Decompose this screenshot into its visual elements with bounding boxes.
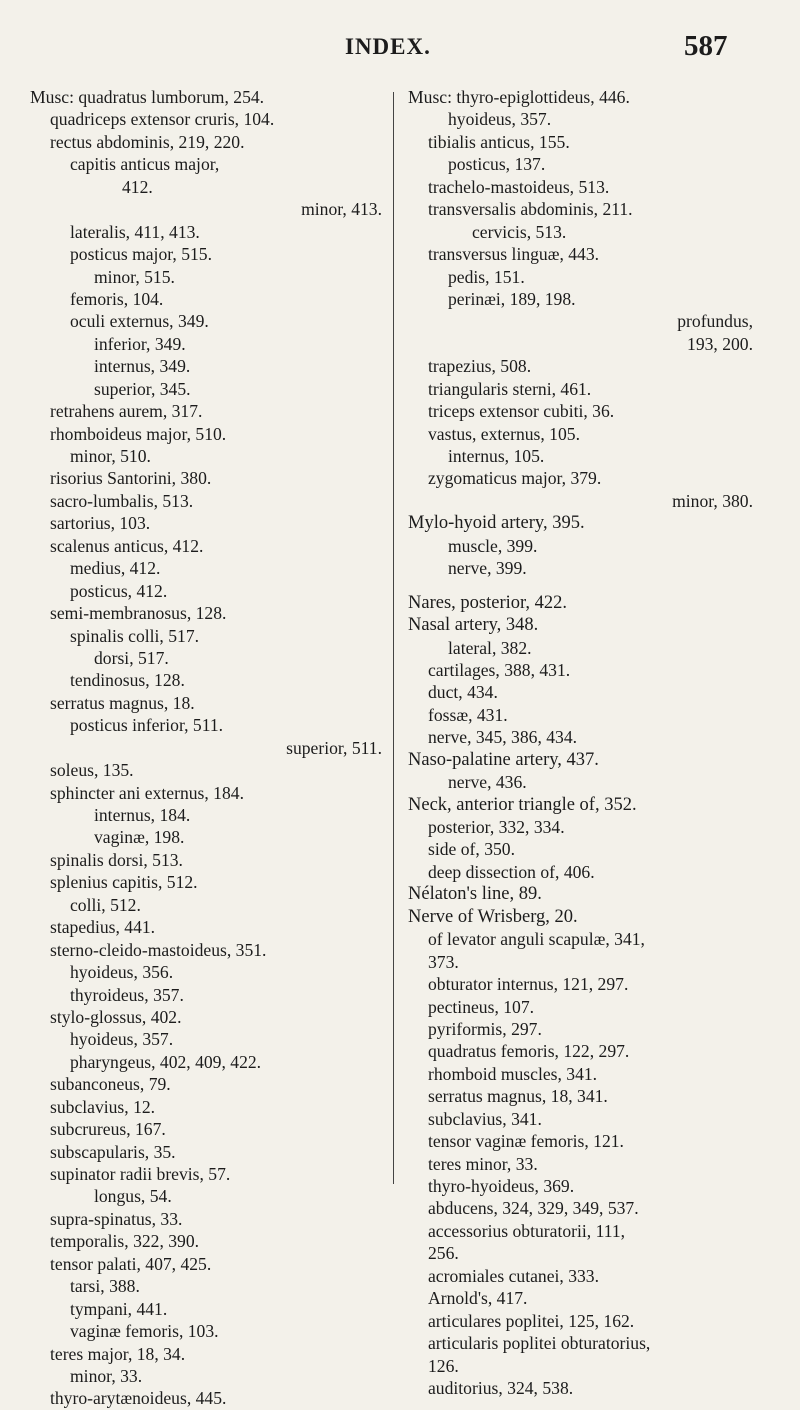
index-entry: posticus, 412. (70, 580, 168, 601)
index-entry: longus, 54. (94, 1186, 172, 1207)
index-heading-entry: Musc: quadratus lumborum, 254. (30, 87, 265, 107)
index-entry: subclavius, 341. (428, 1108, 542, 1129)
index-entry: of levator anguli scapulæ, 341, (428, 929, 645, 950)
index-entry: abducens, 324, 329, 349, 537. (428, 1198, 639, 1219)
column-divider (393, 92, 394, 1184)
index-entry: rectus abdominis, 219, 220. (50, 131, 245, 152)
index-entry: rhomboideus major, 510. (50, 423, 227, 444)
index-entry: nerve, 436. (448, 772, 527, 793)
index-entry: nerve, 399. (448, 558, 527, 579)
index-entry: inferior, 349. (94, 333, 186, 354)
index-entry: splenius capitis, 512. (50, 872, 198, 893)
index-entry: subscapularis, 35. (50, 1141, 176, 1162)
index-entry: thyro-arytænoideus, 445. (50, 1388, 227, 1409)
index-entry: duct, 434. (428, 682, 498, 703)
index-entry: spinalis dorsi, 513. (50, 849, 183, 870)
index-entry: articularis poplitei obturatorius, (428, 1333, 651, 1354)
index-entry: profundus, (677, 311, 753, 332)
index-entry: temporalis, 322, 390. (50, 1231, 200, 1252)
index-entry: 193, 200. (687, 333, 753, 354)
index-entry: dorsi, 517. (94, 647, 169, 668)
index-entry: sartorius, 103. (50, 513, 151, 534)
index-entry: triangularis sterni, 461. (428, 378, 592, 399)
index-entry: thyroideus, 357. (70, 984, 184, 1005)
index-column-left (30, 86, 390, 1410)
index-entry: trapezius, 508. (428, 356, 532, 377)
index-entry: vaginæ femoris, 103. (70, 1321, 219, 1342)
index-entry: hyoideus, 356. (70, 962, 174, 983)
index-entry: triceps extensor cubiti, 36. (428, 401, 615, 422)
index-entry: subanconeus, 79. (50, 1074, 171, 1095)
index-entry: sphincter ani externus, 184. (50, 782, 244, 803)
index-entry: transversalis abdominis, 211. (428, 199, 633, 220)
index-entry: lateral, 382. (448, 637, 532, 658)
index-entry: minor, 413. (301, 199, 382, 220)
index-entry: rhomboid muscles, 341. (428, 1063, 598, 1084)
index-entry: acromiales cutanei, 333. (428, 1265, 599, 1286)
index-entry: quadratus femoris, 122, 297. (428, 1041, 630, 1062)
index-entry: auditorius, 324, 538. (428, 1377, 574, 1398)
index-entry: serratus magnus, 18. (50, 692, 195, 713)
index-entry: tarsi, 388. (70, 1276, 140, 1297)
index-entry: 373. (428, 951, 459, 972)
index-entry: hyoideus, 357. (448, 109, 552, 130)
index-entry: tensor palati, 407, 425. (50, 1253, 212, 1274)
index-entry: oculi externus, 349. (70, 311, 209, 332)
index-entry: subcrureus, 167. (50, 1119, 166, 1140)
index-entry: sterno-cleido-mastoideus, 351. (50, 939, 267, 960)
index-entry: capitis anticus major, (70, 154, 220, 175)
index-column-right (408, 86, 753, 1399)
index-entry: internus, 184. (94, 805, 191, 825)
index-entry: accessorius obturatorii, 111, (428, 1220, 626, 1241)
index-entry: 412. (122, 176, 153, 197)
page-header (0, 28, 800, 68)
index-entry: minor, 510. (70, 446, 151, 466)
index-entry: zygomaticus major, 379. (428, 468, 602, 489)
index-entry: vastus, externus, 105. (428, 423, 580, 444)
index-entry: stapedius, 441. (50, 917, 156, 938)
index-entry: medius, 412. (70, 558, 161, 579)
index-entry: pectineus, 107. (428, 996, 535, 1017)
index-entry: posticus, 137. (448, 154, 546, 175)
index-heading-entry: Nerve of Wrisberg, 20. (408, 906, 578, 927)
index-entry: superior, 345. (94, 378, 191, 399)
index-entry: supra-spinatus, 33. (50, 1208, 183, 1229)
index-entry: minor, 33. (70, 1365, 143, 1386)
index-entry: deep dissection of, 406. (428, 861, 595, 882)
index-entry: fossæ, 431. (428, 704, 508, 725)
page-number: 587 (684, 30, 728, 62)
index-entry: retrahens aurem, 317. (50, 401, 203, 422)
index-entry: cartilages, 388, 431. (428, 659, 571, 680)
index-entry: colli, 512. (70, 894, 141, 915)
index-entry: femoris, 104. (70, 288, 164, 309)
index-heading-entry: Nélaton's line, 89. (408, 884, 542, 905)
index-entry: Arnold's, 417. (428, 1288, 528, 1309)
index-heading-entry: Nares, posterior, 422. (408, 592, 568, 613)
index-entry: internus, 105. (448, 446, 545, 466)
index-entry: quadriceps extensor cruris, 104. (50, 109, 275, 130)
index-entry: nerve, 345, 386, 434. (428, 727, 578, 748)
index-entry: subclavius, 12. (50, 1096, 156, 1117)
index-entry: pedis, 151. (448, 266, 525, 287)
index-entry: vaginæ, 198. (94, 827, 185, 848)
index-entry: pyriformis, 297. (428, 1018, 542, 1039)
index-entry: side of, 350. (428, 839, 515, 860)
page-title: INDEX. (345, 34, 431, 59)
index-entry: transversus linguæ, 443. (428, 244, 600, 265)
index-entry: sacro-lumbalis, 513. (50, 490, 194, 511)
index-entry: 126. (428, 1355, 459, 1376)
index-entry: supinator radii brevis, 57. (50, 1164, 231, 1184)
index-entry: lateralis, 411, 413. (70, 221, 200, 242)
index-entry: tympani, 441. (70, 1298, 168, 1319)
index-entry: minor, 515. (94, 266, 175, 287)
index-entry: internus, 349. (94, 356, 191, 377)
index-entry: tendinosus, 128. (70, 670, 185, 691)
index-entry: posticus inferior, 511. (70, 715, 224, 736)
index-entry: teres major, 18, 34. (50, 1343, 186, 1364)
index-entry: cervicis, 513. (472, 221, 567, 242)
index-entry: articulares poplitei, 125, 162. (428, 1310, 635, 1331)
index-heading-entry: Musc: thyro-epiglottideus, 446. (408, 87, 630, 107)
index-entry: tibialis anticus, 155. (428, 131, 570, 152)
index-entry: pharyngeus, 402, 409, 422. (70, 1051, 262, 1072)
index-entry: scalenus anticus, 412. (50, 535, 204, 556)
index-entry: hyoideus, 357. (70, 1029, 174, 1050)
index-heading-entry: Neck, anterior triangle of, 352. (408, 794, 637, 815)
index-entry: superior, 511. (286, 737, 382, 758)
index-entry: spinalis colli, 517. (70, 625, 200, 646)
index-entry: minor, 380. (672, 490, 753, 511)
index-entry: stylo-glossus, 402. (50, 1006, 182, 1027)
index-entry: semi-membranosus, 128. (50, 603, 227, 624)
index-entry: 256. (428, 1243, 459, 1264)
index-heading-entry: Nasal artery, 348. (408, 615, 539, 636)
index-entry: posticus major, 515. (70, 244, 212, 265)
index-entry: risorius Santorini, 380. (50, 468, 212, 489)
index-entry: trachelo-mastoideus, 513. (428, 176, 610, 197)
index-entry: thyro-hyoideus, 369. (428, 1176, 575, 1196)
index-entry: tensor vaginæ femoris, 121. (428, 1131, 624, 1152)
index-entry: posterior, 332, 334. (428, 817, 565, 837)
index-entry: teres minor, 33. (428, 1153, 538, 1174)
index-heading-entry: Mylo-hyoid artery, 395. (408, 513, 585, 534)
index-entry: perinæi, 189, 198. (448, 288, 576, 309)
index-entry: muscle, 399. (448, 535, 538, 556)
index-heading-entry: Naso-palatine artery, 437. (408, 749, 599, 770)
section-gap (408, 580, 753, 592)
index-entry: obturator internus, 121, 297. (428, 974, 629, 995)
index-entry: soleus, 135. (50, 760, 134, 781)
index-entry: serratus magnus, 18, 341. (428, 1086, 608, 1107)
